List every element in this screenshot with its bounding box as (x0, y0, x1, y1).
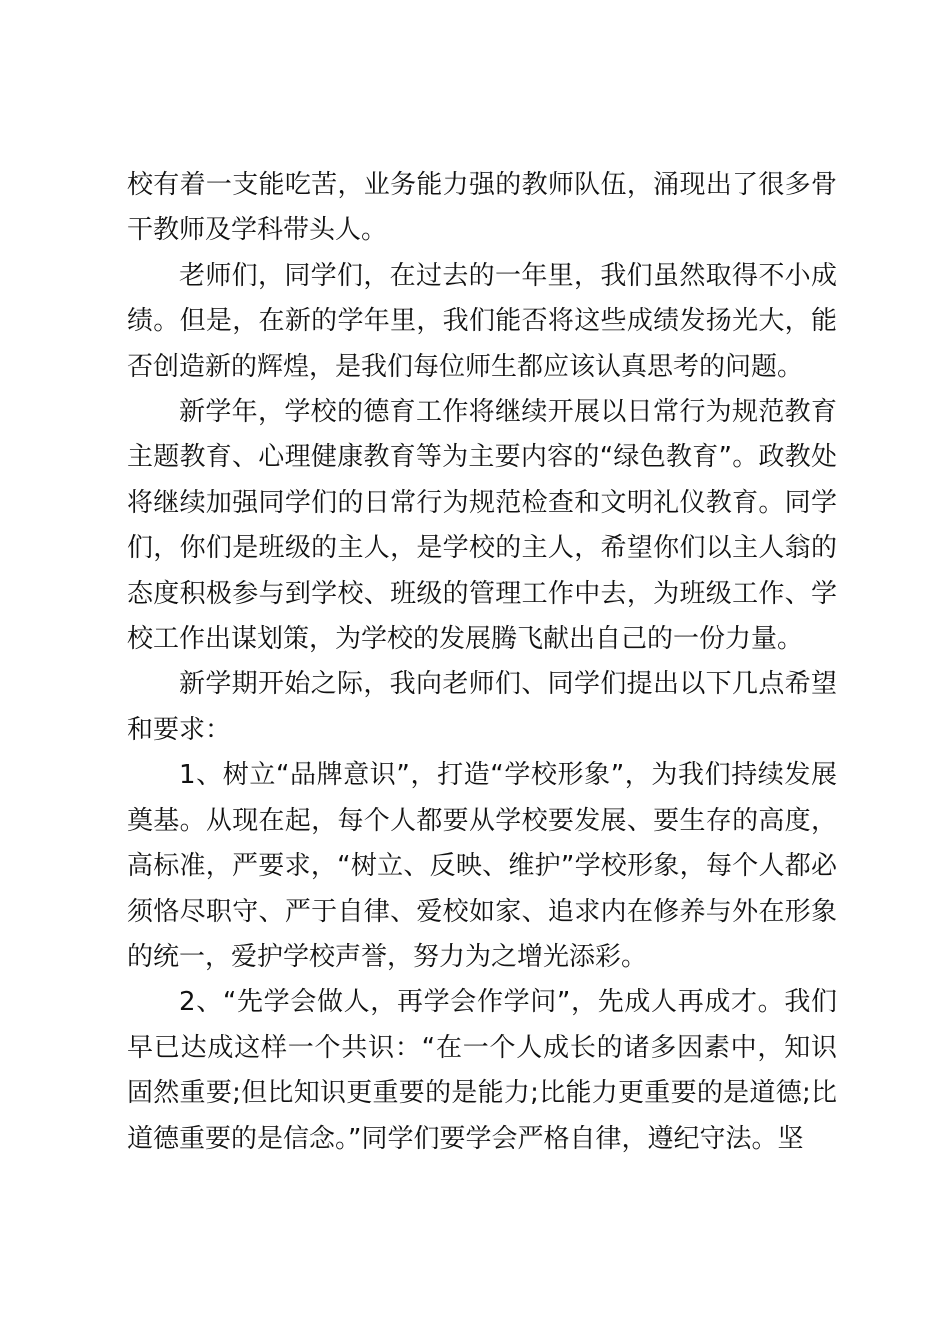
paragraph-continuation: 校有着一支能吃苦，业务能力强的教师队伍，涌现出了很多骨干教师及学科带头人。 (127, 170, 837, 246)
paragraph-achievements: 老师们，同学们，在过去的一年里，我们虽然取得不小成绩。但是，在新的学年里，我们能否将这些成绩发扬光大，能否创造新的辉煌，是我们每位师生都应该认真思考的问题。 (127, 260, 837, 382)
paragraph-point-2: 2、“先学会做人，再学会作学问”，先成人再成才。我们早已达成这样一个共识：“在一个人成长的诸多因素中，知识固然重要;但比知识更重要的是能力;比能力更重要的是道德;比道德重要的是信念。”同学们要学会严格自律，遵纪守法。坚 (127, 987, 837, 1154)
paragraph-expectations-intro: 新学期开始之际，我向老师们、同学们提出以下几点希望和要求： (127, 669, 837, 745)
document-body (127, 163, 837, 1162)
paragraph-point-1: 1、树立“品牌意识”，打造“学校形象”，为我们持续发展奠基。从现在起，每个人都要从学校要发展、要生存的高度，高标准，严要求，“树立、反映、维护”学校形象，每个人都必须恪尽职守、严于自律、爱校如家、追求内在修养与外在形象的统一，爱护学校声誉，努力为之增光添彩。 (127, 760, 837, 972)
paragraph-moral-education: 新学年，学校的德育工作将继续开展以日常行为规范教育主题教育、心理健康教育等为主要内容的“绿色教育”。政教处将继续加强同学们的日常行为规范检查和文明礼仪教育。同学们，你们是班级的主人，是学校的主人，希望你们以主人翁的态度积极参与到学校、班级的管理工作中去，为班级工作、学校工作出谋划策，为学校的发展腾飞献出自己的一份力量。 (127, 397, 837, 655)
